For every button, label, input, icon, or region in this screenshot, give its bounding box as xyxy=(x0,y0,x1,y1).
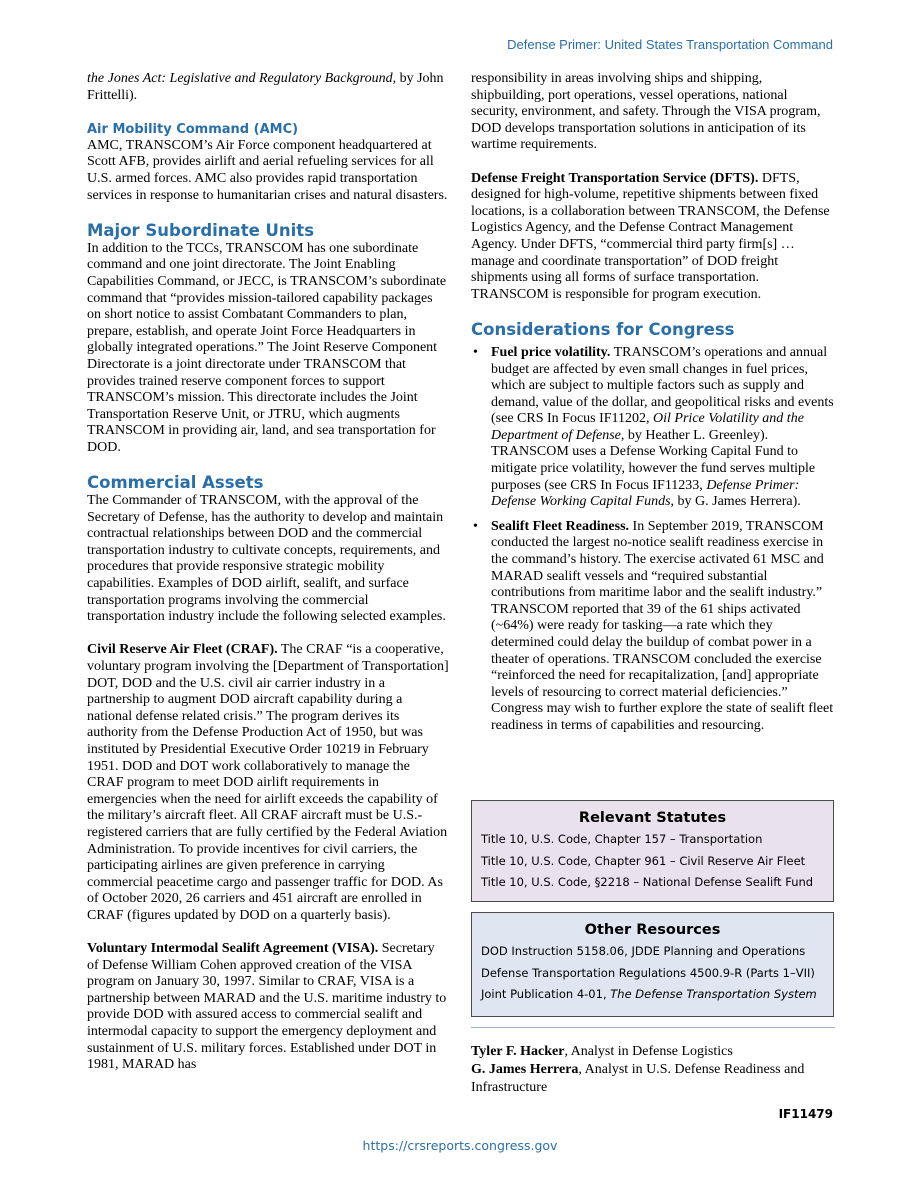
msu-heading: Major Subordinate Units xyxy=(87,220,315,240)
resource-item xyxy=(472,984,833,1006)
visa-body: Secretary of Defense William Cohen approved creation of the VISA program on January 30, 1997. Similar to CRAF, VISA is a partnership between MARAD and the U.S. maritime industry to provide DOD with assured access to commercial sealift and intermodal capacity to support the emergency deployment and sustainment of U.S. military forces. Established under DOT in 1981, MARAD has xyxy=(87,941,447,1073)
commercial-assets-paragraph: The Commander of TRANSCOM, with the approval of the Secretary of Defense, has the authority to develop and maintain contractual relationships between DOD and the commercial transportation industry to cultivate concepts, requirements, and procedures that provide responsive strategic mobility capabilities. Examples of DOD airlift, sealift, and surface transportation programs involving the commercial transportation industry include the following selected examples. xyxy=(87,493,446,625)
author-line xyxy=(471,1043,835,1061)
intro-paragraph xyxy=(87,71,449,104)
amc-paragraph: AMC, TRANSCOM’s Air Force component headquartered at Scott AFB, provides airlift and aerial refueling services for all U.S. armed forces. AMC also provides rapid transportation services in response to humanitarian crises and natural disasters. xyxy=(87,137,448,203)
craf-lead: Civil Reserve Air Fleet (CRAF). xyxy=(87,642,278,658)
author-block xyxy=(471,1043,835,1097)
statute-item: Title 10, U.S. Code, §2218 – National Defense Sealift Fund xyxy=(481,875,814,889)
msu-paragraph: In addition to the TCCs, TRANSCOM has one subordinate command and one joint directorate. The Joint Enabling Capabilities Command, or JECC, is TRANSCOM’s subordinate command that “provides mission-tailored capability packages on short notice to assist Combatant Commanders to plan, prepare, establish, and operate Joint Force Headquarters in globally integrated operations.” The Joint Reserve Component Directorate is a joint directorate under TRANSCOM that provides trained reserve component forces to support TRANSCOM’s mission. This directorate includes the Joint Transportation Reserve Unit, or JTRU, which augments TRANSCOM in providing air, land, and sea transportation for DOD. xyxy=(87,240,447,455)
running-header: Defense Primer: United States Transportation Command xyxy=(507,37,833,52)
author-line xyxy=(471,1061,835,1097)
craf-body: The CRAF “is a cooperative, voluntary program involving the [Department of Transportation] DOT, DOD and the U.S. civil air carrier industry in a partnership to augment DOD aircraft capability during a national defense related crisis.” The program derives its authority from the Defense Production Act of 1950, but was instituted by Presidential Executive Order 10219 in February 1951. DOD and DOT work collaboratively to manage the CRAF program to meet DOD airlift requirements in emergencies when the need for airlift exceeds the capability of the military’s aircraft fleet. All CRAF aircraft must be U.S.-registered carriers that are fully certified by the Federal Aviation Administration. To provide incentives for civil carriers, the participating airlines are given preference in carrying commercial peacetime cargo and passenger traffic for DOD. As of October 2020, 26 carriers and 451 aircraft are enrolled in CRAF (figures updated by DOD on a quarterly basis). xyxy=(87,642,449,923)
visa-paragraph xyxy=(87,941,449,1074)
box-title: Other Resources xyxy=(584,922,721,938)
list-item xyxy=(471,519,835,735)
statute-item: Title 10, U.S. Code, Chapter 157 – Transportation xyxy=(481,832,763,846)
author-name: G. James Herrera xyxy=(471,1062,579,1077)
other-resources-box xyxy=(471,912,834,1017)
intro-rest: , by John Frittelli). xyxy=(87,71,444,103)
relevant-statutes-box xyxy=(471,800,834,902)
resource-item: Defense Transportation Regulations 4500.9-R (Parts 1–VII) xyxy=(481,965,815,980)
statute-item: Title 10, U.S. Code, Chapter 961 – Civil Reserve Air Fleet xyxy=(481,853,806,868)
considerations-heading: Considerations for Congress xyxy=(471,319,735,339)
amc-heading: Air Mobility Command (AMC) xyxy=(87,121,299,137)
commercial-assets-heading: Commercial Assets xyxy=(87,473,264,493)
dfts-paragraph xyxy=(471,171,835,304)
bullet-text: , by Heather L. Greenley). TRANSCOM uses a Defense Working Capital Fund to mitigate price volatility, however the fund serves multiple purposes (see CRS In Focus IF11233, xyxy=(491,427,816,493)
document-id: IF11479 xyxy=(778,1107,833,1121)
bullet-icon: • xyxy=(473,518,478,534)
footer-link[interactable]: https://crsreports.congress.gov xyxy=(362,1138,558,1153)
list-item xyxy=(471,345,835,511)
bullet-text: TRANSCOM’s operations and annual budget are affected by even small changes in fuel prices, which are subject to multiple factors such as supply and demand, value of the dollar, and geopolitical risks and events (see CRS In Focus IF11202, xyxy=(491,344,834,427)
visa-lead: Voluntary Intermodal Sealift Agreement (VISA). xyxy=(87,941,379,957)
author-name: Tyler F. Hacker xyxy=(471,1044,565,1059)
right-column xyxy=(471,71,835,743)
divider xyxy=(471,1027,835,1028)
resource-prefix: Joint Publication 4-01, xyxy=(481,987,611,1001)
box-title: Relevant Statutes xyxy=(578,810,727,826)
report-title: Defense Primer: Defense Working Capital Funds xyxy=(491,477,800,510)
visa-continued-paragraph: responsibility in areas involving ships and shipping, shipbuilding, port operations, vessel operations, national security, environment, and safety. Through the VISA program, DOD develops transportation solutions in anticipation of its wartime requirements. xyxy=(471,71,821,153)
bullet-text: , by G. James Herrera). xyxy=(670,494,801,510)
bullet-icon: • xyxy=(473,344,478,360)
report-title: Oil Price Volatility and the Department of Defense xyxy=(491,411,804,443)
bullet-lead: Fuel price volatility. xyxy=(491,344,611,360)
resource-item: DOD Instruction 5158.06, JDDE Planning and Operations xyxy=(481,944,806,958)
author-role: , Analyst in U.S. Defense Readiness and Infrastructure xyxy=(471,1062,805,1095)
resource-title: The Defense Transportation System xyxy=(610,987,817,1001)
dfts-body: DFTS, designed for high-volume, repetitive shipments between fixed locations, is a collaboration between TRANSCOM, the Defense Logistics Agency, and the Defense Contract Management Agency. Under DFTS, “commercial third party firm[s] … manage and coordinate transportation” of DOD freight shipments using all forms of surface transportation. TRANSCOM is responsible for program execution. xyxy=(471,170,830,302)
author-role: , Analyst in Defense Logistics xyxy=(564,1044,733,1059)
bullet-text: In September 2019, TRANSCOM conducted the largest no-notice sealift readiness exercise in the command’s history. The exercise activated 61 MSC and MARAD sealift vessels and “required substantial contributions from maritime labor and the sealift industry.” TRANSCOM reported that 39 of the 61 ships activated (~64%) were ready for tasking—a rate which they determined could delay the buildup of combat power in a theater of operations. TRANSCOM concluded the exercise “reinforced the need for recapitalization, [and] appropriate levels of resourcing to correct material deficiencies.” Congress may wish to further explore the state of sealift fleet readiness in terms of capabilities and resourcing. xyxy=(491,518,834,733)
dfts-lead: Defense Freight Transportation Service (DFTS). xyxy=(471,170,759,186)
intro-report-title: the Jones Act: Legislative and Regulatory Background xyxy=(87,71,393,86)
bullet-lead: Sealift Fleet Readiness. xyxy=(491,518,630,534)
craf-paragraph xyxy=(87,642,449,924)
considerations-list xyxy=(471,345,835,735)
left-column xyxy=(87,71,449,1074)
